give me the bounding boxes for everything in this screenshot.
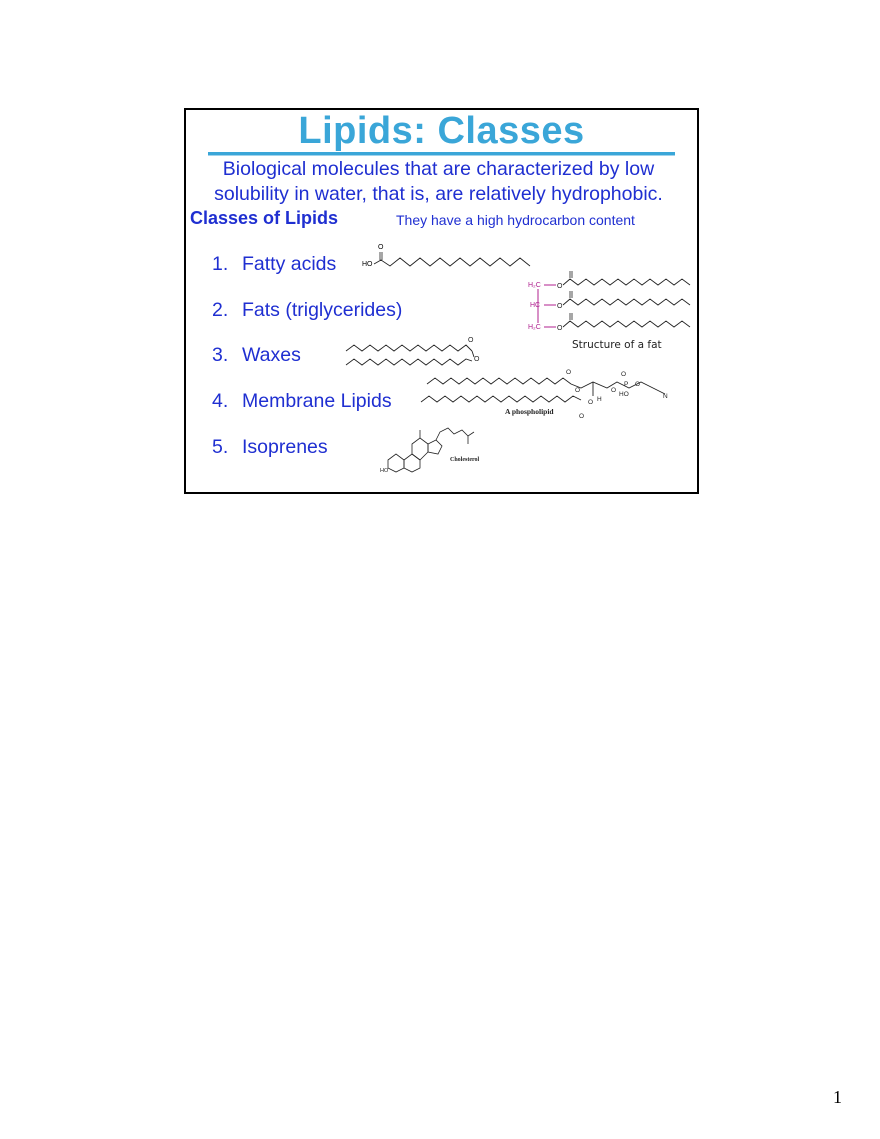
slide-title: Lipids: Classes [298, 110, 585, 152]
phospholipid-chain-2 [421, 396, 581, 402]
atom-label: H [597, 396, 602, 403]
atom-label: P [624, 381, 629, 388]
ring-c [412, 438, 428, 460]
list-item-number: 3. [212, 344, 229, 366]
atom-label: O [611, 387, 617, 394]
hydrocarbon-note: They have a high hydrocarbon content [396, 212, 635, 228]
wax-chain-2 [346, 359, 472, 365]
description-line-1: Biological molecules that are characterized by low [222, 158, 655, 180]
list-item [212, 390, 392, 413]
hydrocarbon-chain [374, 258, 530, 266]
list-item-number: 1. [212, 253, 229, 275]
fat-caption: Structure of a fat [572, 339, 662, 351]
atom-label: HO [619, 391, 629, 398]
atom-label: N [663, 393, 668, 400]
list-item-label: Isoprenes [242, 436, 328, 458]
description-line-2: solubility in water, that is, are relatively hydrophobic. [214, 183, 663, 205]
title-underline [208, 152, 675, 156]
list-item-number: 5. [212, 436, 229, 458]
list-item [212, 299, 402, 322]
atom-label: O [575, 387, 581, 394]
slide-description [186, 157, 691, 207]
cholesterol-caption: Cholesterol [450, 457, 480, 463]
atom-label: O [468, 337, 474, 344]
atom-label: H₂C [528, 282, 541, 289]
atom-label: O [378, 244, 384, 251]
list-item-label: Fatty acids [242, 253, 337, 275]
ring-a [388, 454, 404, 472]
list-item-label: Membrane Lipids [242, 390, 392, 412]
atom-label: HO [380, 468, 389, 474]
atom-label: H₂C [528, 324, 541, 331]
list-item [212, 436, 328, 459]
classes-heading: Classes of Lipids [190, 208, 339, 228]
atom-label: O [588, 399, 594, 406]
atom-label: O [635, 381, 641, 388]
list-item-label: Fats (triglycerides) [242, 299, 403, 321]
atom-label: HC [530, 302, 541, 309]
atom-label: O [579, 413, 585, 420]
ring-b [404, 454, 420, 472]
list-item-label: Waxes [242, 344, 301, 366]
page-number: 1 [833, 1087, 842, 1107]
triglyceride-structure [526, 265, 696, 355]
fat-chain-2 [563, 299, 690, 305]
atom-label: O [557, 303, 563, 310]
fatty-acid-structure [360, 242, 540, 272]
atom-label: O [474, 356, 480, 363]
atom-label: O [566, 369, 572, 376]
fat-chain-1 [563, 279, 690, 285]
atom-label: O [621, 371, 627, 378]
wax-chain-1 [346, 345, 472, 351]
ring-d [428, 440, 442, 454]
list-item [212, 253, 336, 276]
cholesterol-structure [378, 408, 508, 476]
list-item [212, 344, 301, 367]
phospholipid-caption: A phospholipid [505, 407, 554, 416]
atom-label: O [557, 283, 563, 290]
list-item-number: 2. [212, 299, 229, 321]
fat-chain-3 [563, 321, 690, 327]
list-item-number: 4. [212, 390, 229, 412]
slide [184, 108, 699, 494]
atom-label: O [557, 325, 563, 332]
phospholipid-chain-1 [427, 378, 571, 384]
atom-label: HO [362, 261, 373, 268]
